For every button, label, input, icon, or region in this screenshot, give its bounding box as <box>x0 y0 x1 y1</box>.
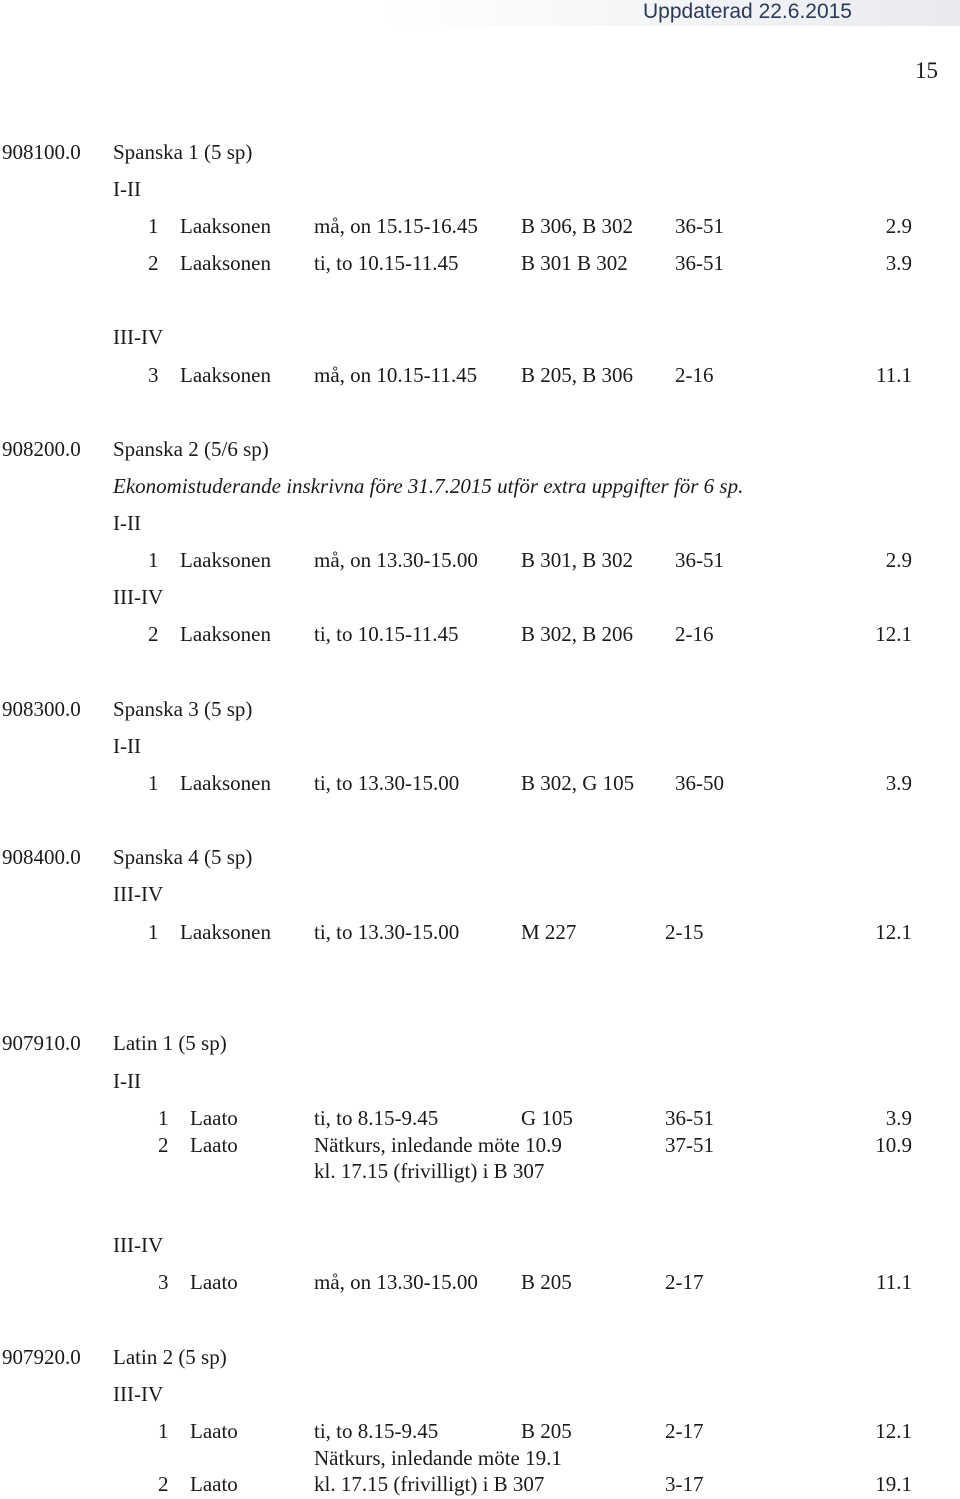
weeks: 2-17 <box>665 1419 704 1443</box>
weeks: 36-50 <box>675 771 724 795</box>
group-number: 1 <box>158 1106 169 1130</box>
period-label: I-II <box>113 177 141 201</box>
weeks: 2-16 <box>675 363 714 387</box>
schedule-time: ti, to 8.15-9.45 <box>314 1419 439 1443</box>
room: G 105 <box>521 1106 573 1130</box>
course-code: 908300.0 <box>2 697 81 721</box>
period-label: III-IV <box>113 585 164 609</box>
course-code: 908200.0 <box>2 437 81 461</box>
teacher: Laaksonen <box>180 214 271 238</box>
teacher: Laaksonen <box>180 251 271 275</box>
group-number: 1 <box>148 920 159 944</box>
room: B 205 <box>521 1419 572 1443</box>
course-title: Latin 1 (5 sp) <box>113 1031 227 1055</box>
weeks: 2-16 <box>675 622 714 646</box>
room: B 302, G 105 <box>521 771 635 795</box>
period-label: III-IV <box>113 325 164 349</box>
weeks: 36-51 <box>675 548 724 572</box>
room: B 301, B 302 <box>521 548 634 572</box>
period-label: I-II <box>113 734 141 758</box>
online-course-note-cont: kl. 17.15 (frivilligt) i B 307 <box>314 1472 545 1496</box>
weeks: 2-15 <box>665 920 704 944</box>
weeks: 2-17 <box>665 1270 704 1294</box>
group-number: 1 <box>148 771 159 795</box>
teacher: Laaksonen <box>180 548 271 572</box>
course-title: Latin 2 (5 sp) <box>113 1345 227 1369</box>
course-note: Ekonomistuderande inskrivna före 31.7.2015 utför extra uppgifter för 6 sp. <box>113 474 744 498</box>
weeks: 36-51 <box>675 251 724 275</box>
schedule-time: ti, to 13.30-15.00 <box>314 771 460 795</box>
group-number: 2 <box>158 1133 169 1157</box>
period-label: III-IV <box>113 1233 164 1257</box>
start-date: 19.1 <box>875 1472 912 1496</box>
start-date: 12.1 <box>875 920 912 944</box>
start-date: 10.9 <box>875 1133 912 1157</box>
updated-date: Uppdaterad 22.6.2015 <box>642 0 852 23</box>
group-number: 3 <box>148 363 159 387</box>
group-number: 3 <box>158 1270 169 1294</box>
group-number: 1 <box>148 214 159 238</box>
teacher: Laato <box>190 1270 238 1294</box>
course-code: 908400.0 <box>2 845 81 869</box>
weeks: 36-51 <box>675 214 724 238</box>
course-title: Spanska 1 (5 sp) <box>113 140 253 164</box>
group-number: 2 <box>158 1472 169 1496</box>
online-course-note: Nätkurs, inledande möte 19.1 <box>314 1446 562 1470</box>
teacher: Laato <box>190 1472 238 1496</box>
course-title: Spanska 4 (5 sp) <box>113 845 253 869</box>
schedule-time: må, on 13.30-15.00 <box>314 1270 478 1294</box>
start-date: 12.1 <box>875 622 912 646</box>
room: B 205 <box>521 1270 572 1294</box>
period-label: III-IV <box>113 882 164 906</box>
group-number: 1 <box>158 1419 169 1443</box>
group-number: 2 <box>148 622 159 646</box>
room: B 306, B 302 <box>521 214 634 238</box>
teacher: Laato <box>190 1106 238 1130</box>
schedule-time: ti, to 10.15-11.45 <box>314 622 459 646</box>
period-label: I-II <box>113 511 141 535</box>
course-code: 907910.0 <box>2 1031 81 1055</box>
teacher: Laato <box>190 1133 238 1157</box>
schedule-time: ti, to 10.15-11.45 <box>314 251 459 275</box>
start-date: 3.9 <box>885 1106 912 1130</box>
course-title: Spanska 2 (5/6 sp) <box>113 437 269 461</box>
start-date: 12.1 <box>875 1419 912 1443</box>
teacher: Laaksonen <box>180 622 271 646</box>
teacher: Laaksonen <box>180 771 271 795</box>
schedule-time: ti, to 8.15-9.45 <box>314 1106 439 1130</box>
room: M 227 <box>521 920 577 944</box>
weeks: 36-51 <box>665 1106 714 1130</box>
schedule-time: må, on 15.15-16.45 <box>314 214 478 238</box>
period-label: I-II <box>113 1069 141 1093</box>
weeks: 37-51 <box>665 1133 714 1157</box>
period-label: III-IV <box>113 1382 164 1406</box>
course-code: 908100.0 <box>2 140 81 164</box>
teacher: Laato <box>190 1419 238 1443</box>
online-course-note: Nätkurs, inledande möte 10.9 <box>314 1133 562 1157</box>
room: B 205, B 306 <box>521 363 634 387</box>
page-header-band <box>0 0 960 26</box>
room: B 302, B 206 <box>521 622 634 646</box>
start-date: 11.1 <box>876 1270 912 1294</box>
schedule-time: må, on 13.30-15.00 <box>314 548 478 572</box>
schedule-time: ti, to 13.30-15.00 <box>314 920 460 944</box>
course-title: Spanska 3 (5 sp) <box>113 697 253 721</box>
weeks: 3-17 <box>665 1472 704 1496</box>
start-date: 3.9 <box>885 251 912 275</box>
group-number: 2 <box>148 251 159 275</box>
group-number: 1 <box>148 548 159 572</box>
schedule-time: må, on 10.15-11.45 <box>314 363 478 387</box>
room: B 301 B 302 <box>521 251 628 275</box>
course-code: 907920.0 <box>2 1345 81 1369</box>
start-date: 11.1 <box>876 363 912 387</box>
teacher: Laaksonen <box>180 363 271 387</box>
start-date: 2.9 <box>885 548 912 572</box>
start-date: 3.9 <box>885 771 912 795</box>
online-course-note-cont: kl. 17.15 (frivilligt) i B 307 <box>314 1159 545 1183</box>
teacher: Laaksonen <box>180 920 271 944</box>
start-date: 2.9 <box>885 214 912 238</box>
page-number: 15 <box>915 58 938 83</box>
